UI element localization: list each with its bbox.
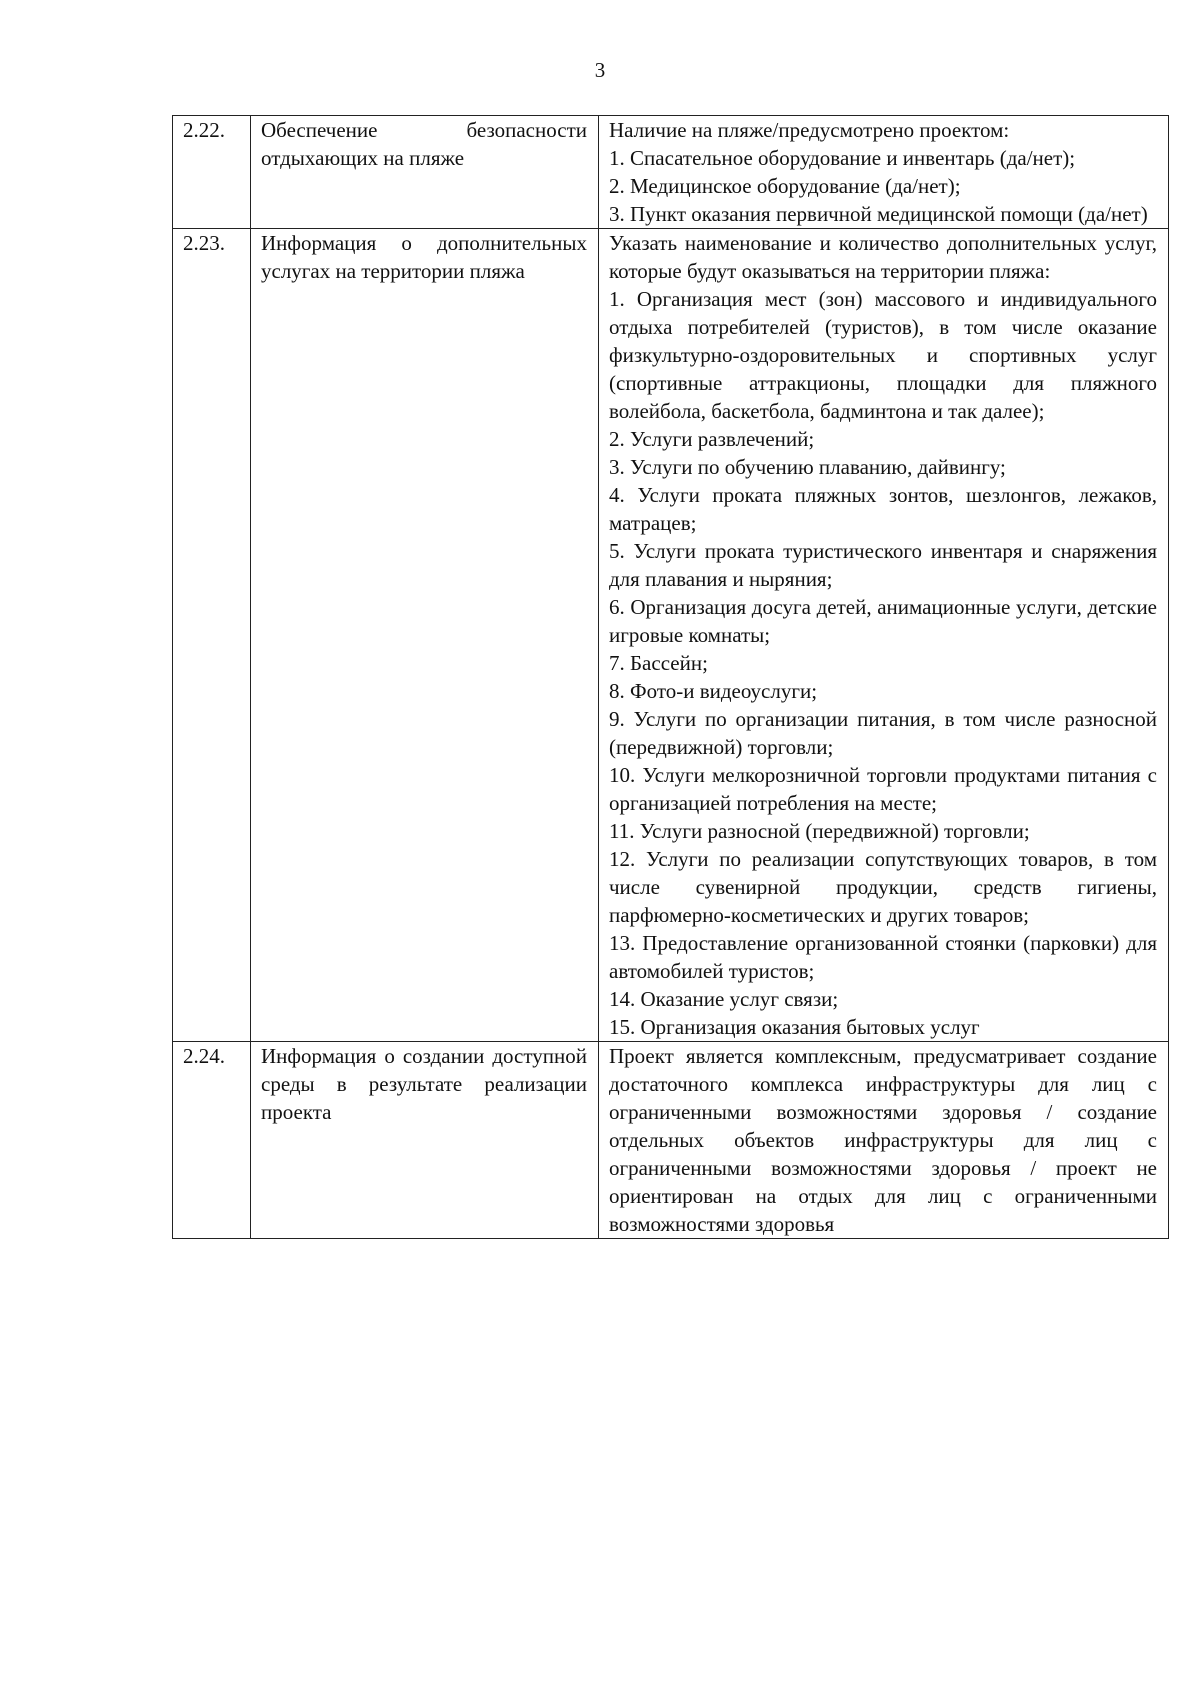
table-row bbox=[173, 1042, 1169, 1239]
description-line: Наличие на пляже/предусмотрено проектом: bbox=[609, 118, 1010, 142]
row-description bbox=[599, 229, 1169, 1042]
description-line: 7. Бассейн; bbox=[609, 651, 708, 675]
description-line: 12. Услуги по реализации сопутствующих товаров, в том числе сувенирной продукции, средств гигиены, парфюмерно-косметических и других товаров; bbox=[609, 847, 1157, 927]
row-description bbox=[599, 1042, 1169, 1239]
page-number: 3 bbox=[594, 58, 606, 82]
description-line: 3. Пункт оказания первичной медицинской помощи (да/нет) bbox=[609, 202, 1148, 226]
description-line: 2. Медицинское оборудование (да/нет); bbox=[609, 174, 961, 198]
description-line: 1. Организация мест (зон) массового и индивидуального отдыха потребителей (туристов), в том числе оказание физкультурно-оздоровительных и спортивных услуг (спортивные аттракционы, площадки для пляжного волейбола, баскетбола, бадминтона и так далее); bbox=[609, 287, 1157, 423]
description-line: 4. Услуги проката пляжных зонтов, шезлонгов, лежаков, матрацев; bbox=[609, 483, 1157, 535]
row-number: 2.23. bbox=[173, 229, 251, 1042]
row-description bbox=[599, 116, 1169, 229]
row-title: Информация о дополнительных услугах на территории пляжа bbox=[251, 229, 599, 1042]
description-line: 8. Фото-и видеоуслуги; bbox=[609, 679, 818, 703]
description-line: 14. Оказание услуг связи; bbox=[609, 987, 839, 1011]
description-line: 13. Предоставление организованной стоянки (парковки) для автомобилей туристов; bbox=[609, 931, 1157, 983]
row-title: Обеспечение безопасности отдыхающих на пляже bbox=[251, 116, 599, 229]
description-line: Указать наименование и количество дополнительных услуг, которые будут оказываться на территории пляжа: bbox=[609, 231, 1157, 283]
description-line: 10. Услуги мелкорозничной торговли продуктами питания с организацией потребления на месте; bbox=[609, 763, 1157, 815]
description-line: 6. Организация досуга детей, анимационные услуги, детские игровые комнаты; bbox=[609, 595, 1157, 647]
requirements-table bbox=[172, 115, 1169, 1239]
description-line: 1. Спасательное оборудование и инвентарь (да/нет); bbox=[609, 146, 1076, 170]
description-line: 3. Услуги по обучению плаванию, дайвингу; bbox=[609, 455, 1006, 479]
description-line: 2. Услуги развлечений; bbox=[609, 427, 815, 451]
table-row bbox=[173, 229, 1169, 1042]
description-line: 5. Услуги проката туристического инвентаря и снаряжения для плавания и ныряния; bbox=[609, 539, 1157, 591]
description-line: Проект является комплексным, предусматривает создание достаточного комплекса инфраструктуры для лиц с ограниченными возможностями здоровья / создание отдельных объектов инфраструктуры для лиц с ограниченными возможностями здоровья / проект не ориентирован на отдых для лиц с ограниченными возможностями здоровья bbox=[609, 1044, 1157, 1236]
description-line: 15. Организация оказания бытовых услуг bbox=[609, 1015, 980, 1039]
row-title: Информация о создании доступной среды в результате реализации проекта bbox=[251, 1042, 599, 1239]
description-line: 11. Услуги разносной (передвижной) торговли; bbox=[609, 819, 1030, 843]
row-number: 2.22. bbox=[173, 116, 251, 229]
table-row bbox=[173, 116, 1169, 229]
row-number: 2.24. bbox=[173, 1042, 251, 1239]
description-line: 9. Услуги по организации питания, в том числе разносной (передвижной) торговли; bbox=[609, 707, 1157, 759]
